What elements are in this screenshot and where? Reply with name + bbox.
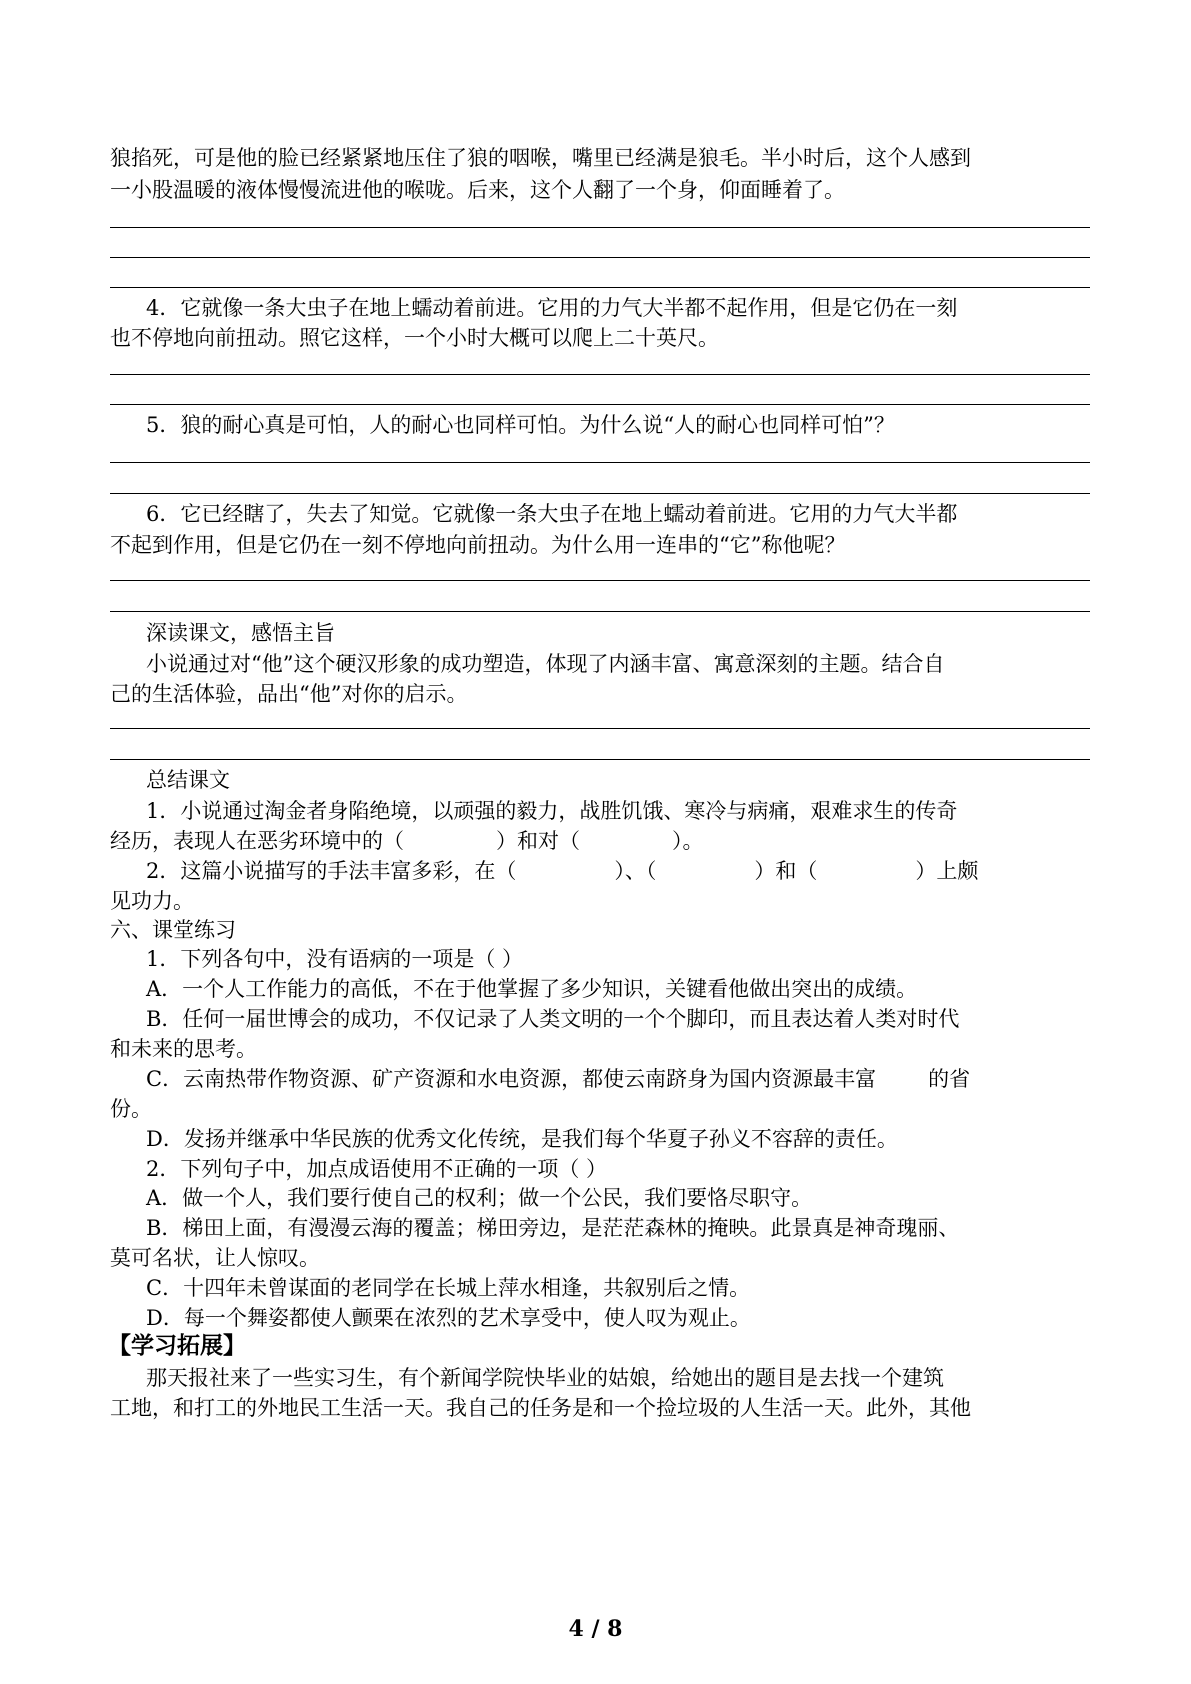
option-b-cont: 莫可名状，让人惊叹。 bbox=[110, 1246, 320, 1270]
extension-text-cont: 工地，和打工的外地民工生活一天。我自己的任务是和一个捡垃圾的人生活一天。此外，其他 bbox=[110, 1396, 971, 1420]
extension-heading: 【学习拓展】 bbox=[108, 1333, 246, 1359]
extension-text: 那天报社来了一些实习生，有个新闻学院快毕业的姑娘，给她出的题目是去找一个建筑 bbox=[146, 1366, 944, 1390]
text: ）。 bbox=[672, 829, 704, 853]
text: ）和（ bbox=[754, 859, 818, 883]
option-b: B．梯田上面，有漫漫云海的覆盖；梯田旁边，是茫茫森林的掩映。此景真是神奇瑰丽、 bbox=[146, 1216, 960, 1240]
answer-line[interactable] bbox=[110, 580, 1090, 581]
question-6: 6．它已经瞎了，失去了知觉。它就像一条大虫子在地上蠕动着前进。它用的力气大半都 bbox=[146, 502, 958, 526]
text: 的省 bbox=[928, 1067, 971, 1091]
text: ）上颇 bbox=[915, 859, 979, 883]
text: C．云南热带作物资源、矿产资源和水电资源，都使云南跻身为国内资源最丰富 bbox=[146, 1067, 877, 1091]
section-title-practice: 六、课堂练习 bbox=[110, 918, 236, 942]
practice-question-1: 1．下列各句中，没有语病的一项是（ ） bbox=[146, 947, 524, 971]
option-d: D．每一个舞姿都使人颤栗在浓烈的艺术享受中，使人叹为观止。 bbox=[146, 1306, 751, 1330]
question-4: 4．它就像一条大虫子在地上蠕动着前进。它用的力气大半都不起作用，但是它仍在一刻 bbox=[146, 296, 958, 320]
option-a: A．一个人工作能力的高低，不在于他掌握了多少知识，关键看他做出突出的成绩。 bbox=[146, 977, 918, 1001]
question-5: 5．狼的耐心真是可怕，人的耐心也同样可怕。为什么说“人的耐心也同样可怕”？ bbox=[146, 413, 895, 437]
option-c-cont: 份。 bbox=[110, 1097, 152, 1121]
question-6-cont: 不起到作用，但是它仍在一刻不停地向前扭动。为什么用一连串的“它”称他呢？ bbox=[110, 533, 846, 557]
option-b-cont: 和未来的思考。 bbox=[110, 1037, 257, 1061]
answer-line[interactable] bbox=[110, 759, 1090, 760]
summary-item-1-cont bbox=[110, 826, 1090, 856]
answer-line[interactable] bbox=[110, 462, 1090, 463]
summary-item-2-cont: 见功力。 bbox=[110, 889, 194, 913]
option-b: B．任何一届世博会的成功，不仅记录了人类文明的一个个脚印，而且表达着人类对时代 bbox=[146, 1007, 960, 1031]
answer-line[interactable] bbox=[110, 728, 1090, 729]
passage-line: 狼掐死，可是他的脸已经紧紧地压住了狼的咽喉，嘴里已经满是狼毛。半小时后，这个人感到 bbox=[110, 146, 971, 170]
text: 经历，表现人在恶劣环境中的（ bbox=[110, 829, 404, 853]
answer-line[interactable] bbox=[110, 611, 1090, 612]
text: 2．这篇小说描写的手法丰富多彩，在（ bbox=[146, 859, 517, 883]
option-c: C．十四年未曾谋面的老同学在长城上萍水相逢，共叙别后之情。 bbox=[146, 1276, 751, 1300]
summary-item-1: 1．小说通过淘金者身陷绝境，以顽强的毅力，战胜饥饿、寒冷与病痛，艰难求生的传奇 bbox=[146, 799, 958, 823]
text: ）和对（ bbox=[496, 829, 580, 853]
practice-question-2: 2．下列句子中，加点成语使用不正确的一项（ ） bbox=[146, 1157, 608, 1181]
text: ）、（ bbox=[614, 859, 657, 883]
passage-line: 一小股温暖的液体慢慢流进他的喉咙。后来，这个人翻了一个身，仰面睡着了。 bbox=[110, 178, 845, 202]
answer-line[interactable] bbox=[110, 493, 1090, 494]
answer-line[interactable] bbox=[110, 257, 1090, 258]
deep-reading-prompt: 小说通过对“他”这个硬汉形象的成功塑造，体现了内涵丰富、寓意深刻的主题。结合自 bbox=[146, 652, 945, 676]
section-title-summary: 总结课文 bbox=[146, 768, 230, 792]
section-title-deep-reading: 深读课文，感悟主旨 bbox=[146, 621, 335, 645]
question-4-cont: 也不停地向前扭动。照它这样，一个小时大概可以爬上二十英尺。 bbox=[110, 326, 719, 350]
answer-line[interactable] bbox=[110, 227, 1090, 228]
deep-reading-prompt-cont: 己的生活体验，品出“他”对你的启示。 bbox=[110, 682, 468, 706]
summary-item-2 bbox=[110, 856, 1090, 886]
answer-line[interactable] bbox=[110, 287, 1090, 288]
answer-line[interactable] bbox=[110, 374, 1090, 375]
page-number: 4 / 8 bbox=[568, 1616, 623, 1642]
option-c bbox=[110, 1064, 1090, 1094]
answer-line[interactable] bbox=[110, 404, 1090, 405]
option-a: A．做一个人，我们要行使自己的权利；做一个公民，我们要恪尽职守。 bbox=[146, 1186, 813, 1210]
option-d: D．发扬并继承中华民族的优秀文化传统，是我们每个华夏子孙义不容辞的责任。 bbox=[146, 1127, 898, 1151]
